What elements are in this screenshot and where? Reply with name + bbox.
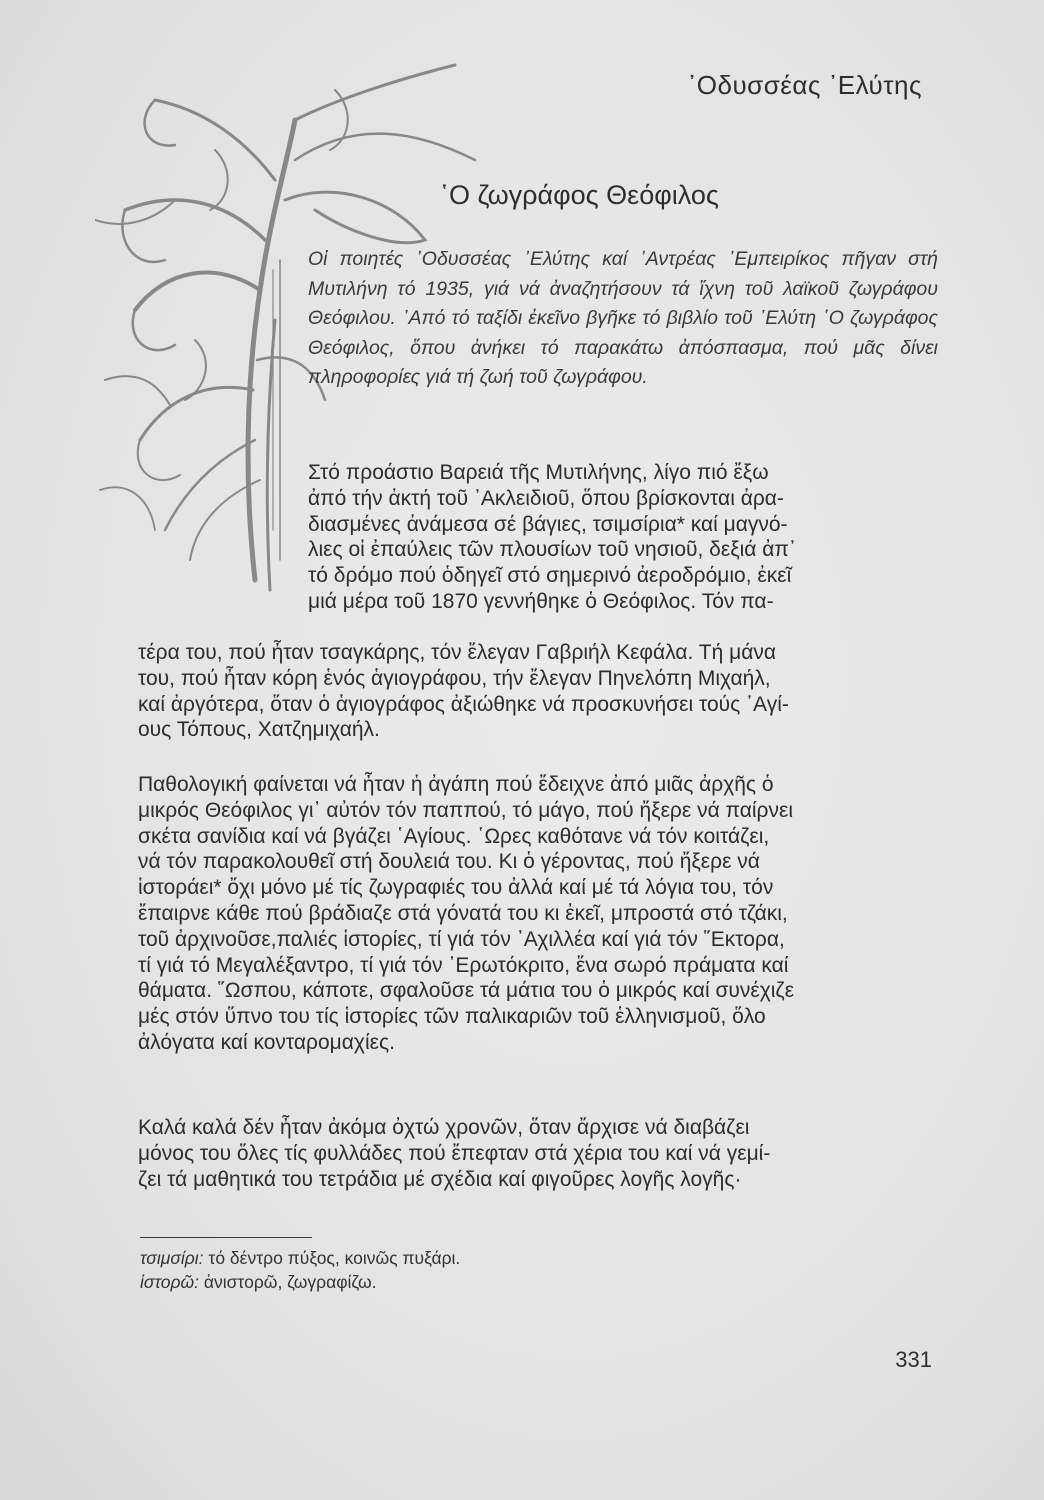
paragraph-1-continued bbox=[138, 640, 938, 743]
text-line: Παθολογική φαίνεται νά ἦταν ἡ ἀγάπη πού ἔδειχνε ἀπό μιᾶς ἀρχῆς ὁ bbox=[138, 773, 774, 796]
footnote-term: ἱστορῶ: bbox=[140, 1272, 199, 1292]
text-line: μές στόν ὕπνο του τίς ἱστορίες τῶν παλικαριῶν τοῦ ἑλληνισμοῦ, ὅλο bbox=[138, 1005, 766, 1029]
text-line: Καλά καλά δέν ἦταν ἀκόμα ὀχτώ χρονῶν, ὅταν ἄρχισε νά διαβάζει bbox=[138, 1116, 750, 1139]
paragraph-3 bbox=[138, 1115, 938, 1192]
text-line: ἱστοράει* ὄχι μόνο μέ τίς ζωγραφιές του ἀλλά καί μέ τά λόγια του, τόν bbox=[138, 876, 774, 900]
footnote-term: τσιμσίρι: bbox=[140, 1248, 204, 1268]
text-line: μιά μέρα τοῦ 1870 γεννήθηκε ὁ Θεόφιλος. Τόν πα- bbox=[308, 589, 774, 613]
text-line: Στό προάστιο Βαρειά τῆς Μυτιλήνης, λίγο πιό ἔξω bbox=[308, 461, 769, 484]
footnotes bbox=[140, 1246, 460, 1294]
text-line: τέρα του, πού ἦταν τσαγκάρης, τόν ἔλεγαν Γαβριήλ Κεφάλα. Τή μάνα bbox=[138, 641, 777, 664]
author-name: ᾿Οδυσσέας ᾿Ελύτης bbox=[687, 70, 922, 100]
paragraph-2 bbox=[138, 772, 938, 1056]
text-line: νά τόν παρακολουθεῖ στή δουλειά του. Κι ὁ γέροντας, πού ἤξερε νά bbox=[138, 850, 760, 874]
text-line: λιες οἱ ἐπαύλεις τῶν πλουσίων τοῦ νησιοῦ, δεξιά ἀπ᾿ bbox=[308, 538, 796, 562]
text-line: τό δρόμο πού ὁδηγεῖ στό σημερινό ἀεροδρόμιο, ἐκεῖ bbox=[308, 564, 792, 588]
text-line: τί γιά τό Μεγαλέξαντρο, τί γιά τόν ᾿Ερωτόκριτο, ἕνα σωρό πράματα καί bbox=[138, 953, 789, 977]
text-line: ἔπαιρνε κάθε πού βράδιαζε στά γόνατά του κι ἐκεῖ, μπροστά στό τζάκι, bbox=[138, 901, 788, 925]
text-line: σκέτα σανίδια καί νά βγάζει ῾Αγίους. ῾Ωρες καθότανε νά τόν κοιτάζει, bbox=[138, 824, 770, 848]
text-line: θάματα. ῞Ωσπου, κάποτε, σφαλοῦσε τά μάτια του ὁ μικρός καί συνέχιζε bbox=[138, 979, 795, 1003]
text-line: ζει τά μαθητικά του τετράδια μέ σχέδια καί φιγοῦρες λογῆς λογῆς· bbox=[138, 1167, 742, 1191]
text-line: διασμένες ἀνάμεσα σέ βάγιες, τσιμσίρια* καί μαγνό- bbox=[308, 512, 788, 536]
footnote-definition: ἀνιστορῶ, ζωγραφίζω. bbox=[203, 1272, 377, 1292]
text-line: καί ἀργότερα, ὅταν ὁ ἁγιογράφος ἀξιώθηκε νά προσκυνήσει τούς ῾Αγί- bbox=[138, 692, 789, 716]
text-line: τοῦ ἀρχινοῦσε,παλιές ἱστορίες, τί γιά τόν ᾿Αχιλλέα καί γιά τόν ῞Εκτορα, bbox=[138, 927, 785, 951]
text-line: ους Τόπους, Χατζημιχαήλ. bbox=[138, 718, 380, 742]
intro-paragraph: Οἱ ποιητές ᾿Οδυσσέας ᾿Ελύτης καί ᾿Αντρέας ᾿Εμπειρίκος πῆγαν στή Μυτιλήνη τό 1935, γιά νά ἀναζητήσουν τά ἴχνη τοῦ λαϊκοῦ ζωγράφου Θεόφιλου. ᾿Από τό ταξίδι ἐκεῖνο βγῆκε τό βιβλίο τοῦ ᾿Ελύτη ῾Ο ζωγράφος Θεόφιλος, ὅπου ἀνήκει τό παρακάτω ἀπόσπασμα, πού μᾶς δίνει πληροφορίες γιά τή ζωή τοῦ ζωγράφου. bbox=[308, 248, 938, 388]
text-line: μικρός Θεόφιλος γι᾿ αὐτόν τόν παππού, τό μάγο, πού ἤξερε νά παίρνει bbox=[138, 798, 794, 822]
footnote bbox=[140, 1246, 460, 1270]
footnote bbox=[140, 1270, 460, 1294]
paragraph-1 bbox=[308, 460, 938, 615]
text-line: ἀπό τήν ἀκτή τοῦ ᾿Ακλειδιοῦ, ὅπου βρίσκονται ἀρα- bbox=[308, 486, 784, 510]
text-line: του, πού ἦταν κόρη ἑνός ἁγιογράφου, τήν ἔλεγαν Πηνελόπη Μιχαήλ, bbox=[138, 666, 771, 690]
page-number: 331 bbox=[895, 1347, 932, 1372]
footnote-divider bbox=[140, 1237, 312, 1238]
text-line: ἀλόγατα καί κονταρομαχίες. bbox=[138, 1030, 395, 1054]
chapter-title: ῾Ο ζωγράφος Θεόφιλος bbox=[440, 180, 719, 210]
footnote-definition: τό δέντρο πύξος, κοινῶς πυξάρι. bbox=[208, 1248, 461, 1268]
text-line: μόνος του ὅλες τίς φυλλάδες πού ἔπεφταν στά χέρια του καί νά γεμί- bbox=[138, 1141, 771, 1165]
